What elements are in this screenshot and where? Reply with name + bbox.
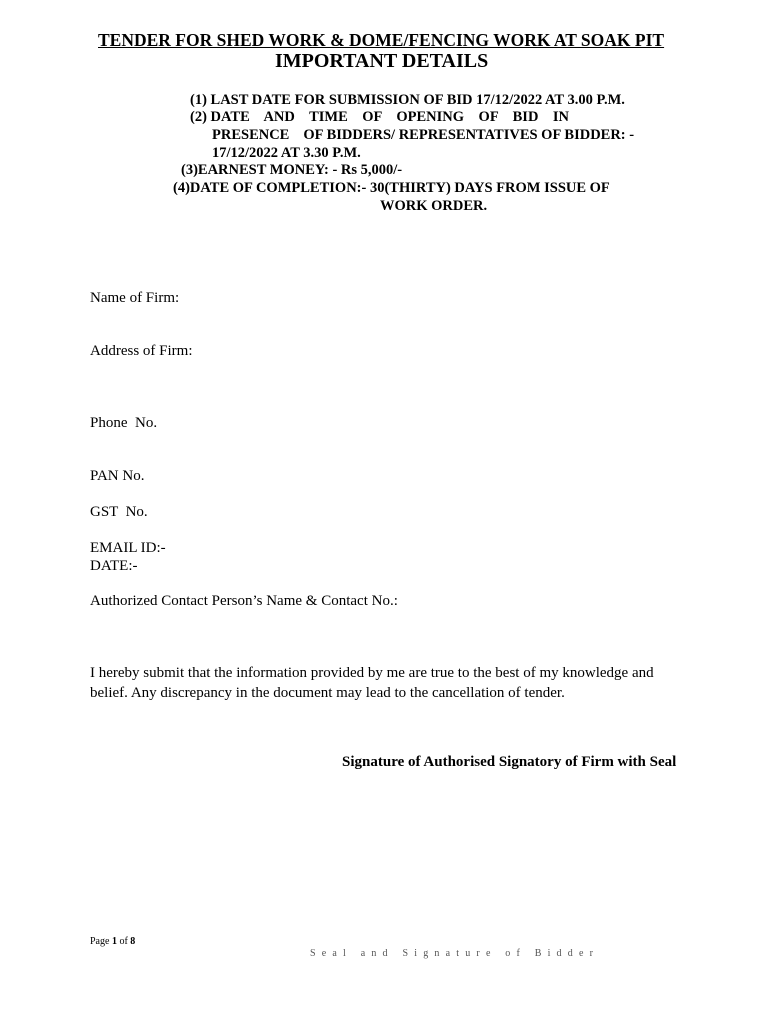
email-label: EMAIL ID:-: [90, 540, 166, 556]
signature-label: Signature of Authorised Signatory of Firm with Seal: [342, 754, 677, 770]
contact-person-label: Authorized Contact Person’s Name & Contact No.:: [90, 593, 398, 609]
declaration-line2: belief. Any discrepancy in the document may lead to the cancellation of tender.: [90, 685, 565, 701]
detail-opening-date-line2: [212, 127, 634, 144]
detail-completion-line1: (4)DATE OF COMPLETION:- 30(THIRTY) DAYS FROM ISSUE OF: [173, 180, 610, 196]
page-current: 1: [111, 936, 117, 947]
document-title: TENDER FOR SHED WORK & DOME/FENCING WORK AT SOAK PIT: [98, 30, 665, 50]
firm-name-label: Name of Firm:: [90, 290, 180, 306]
declaration-line1: I hereby submit that the information provided by me are true to the best of my knowledge and: [90, 665, 654, 681]
detail-opening-date-line3: 17/12/2022 AT 3.30 P.M.: [212, 145, 361, 161]
detail-opening-date-presence: PRESENCE: [212, 127, 290, 143]
page-number: [90, 936, 135, 947]
gst-label: GST No.: [90, 504, 148, 520]
page-of: of: [119, 936, 128, 947]
page-total: 8: [130, 936, 136, 947]
detail-opening-date-line1: (2) DATE AND TIME OF OPENING OF BID IN: [190, 109, 570, 125]
firm-address-label: Address of Firm:: [90, 343, 193, 359]
phone-label: Phone No.: [90, 415, 158, 431]
date-label: DATE:-: [90, 558, 138, 574]
page-prefix: Page: [90, 936, 110, 947]
pan-label: PAN No.: [90, 468, 145, 484]
detail-submission-date: (1) LAST DATE FOR SUBMISSION OF BID 17/12/2022 AT 3.00 P.M.: [190, 92, 625, 108]
detail-completion-line2: WORK ORDER.: [380, 198, 488, 214]
important-details-heading: IMPORTANT DETAILS: [275, 50, 489, 72]
detail-opening-date-bidders: OF BIDDERS/ REPRESENTATIVES OF BIDDER: -: [303, 127, 635, 143]
seal-signature-footer: Seal and Signature of Bidder: [310, 948, 600, 959]
detail-earnest-money: (3)EARNEST MONEY: - Rs 5,000/-: [181, 162, 403, 178]
